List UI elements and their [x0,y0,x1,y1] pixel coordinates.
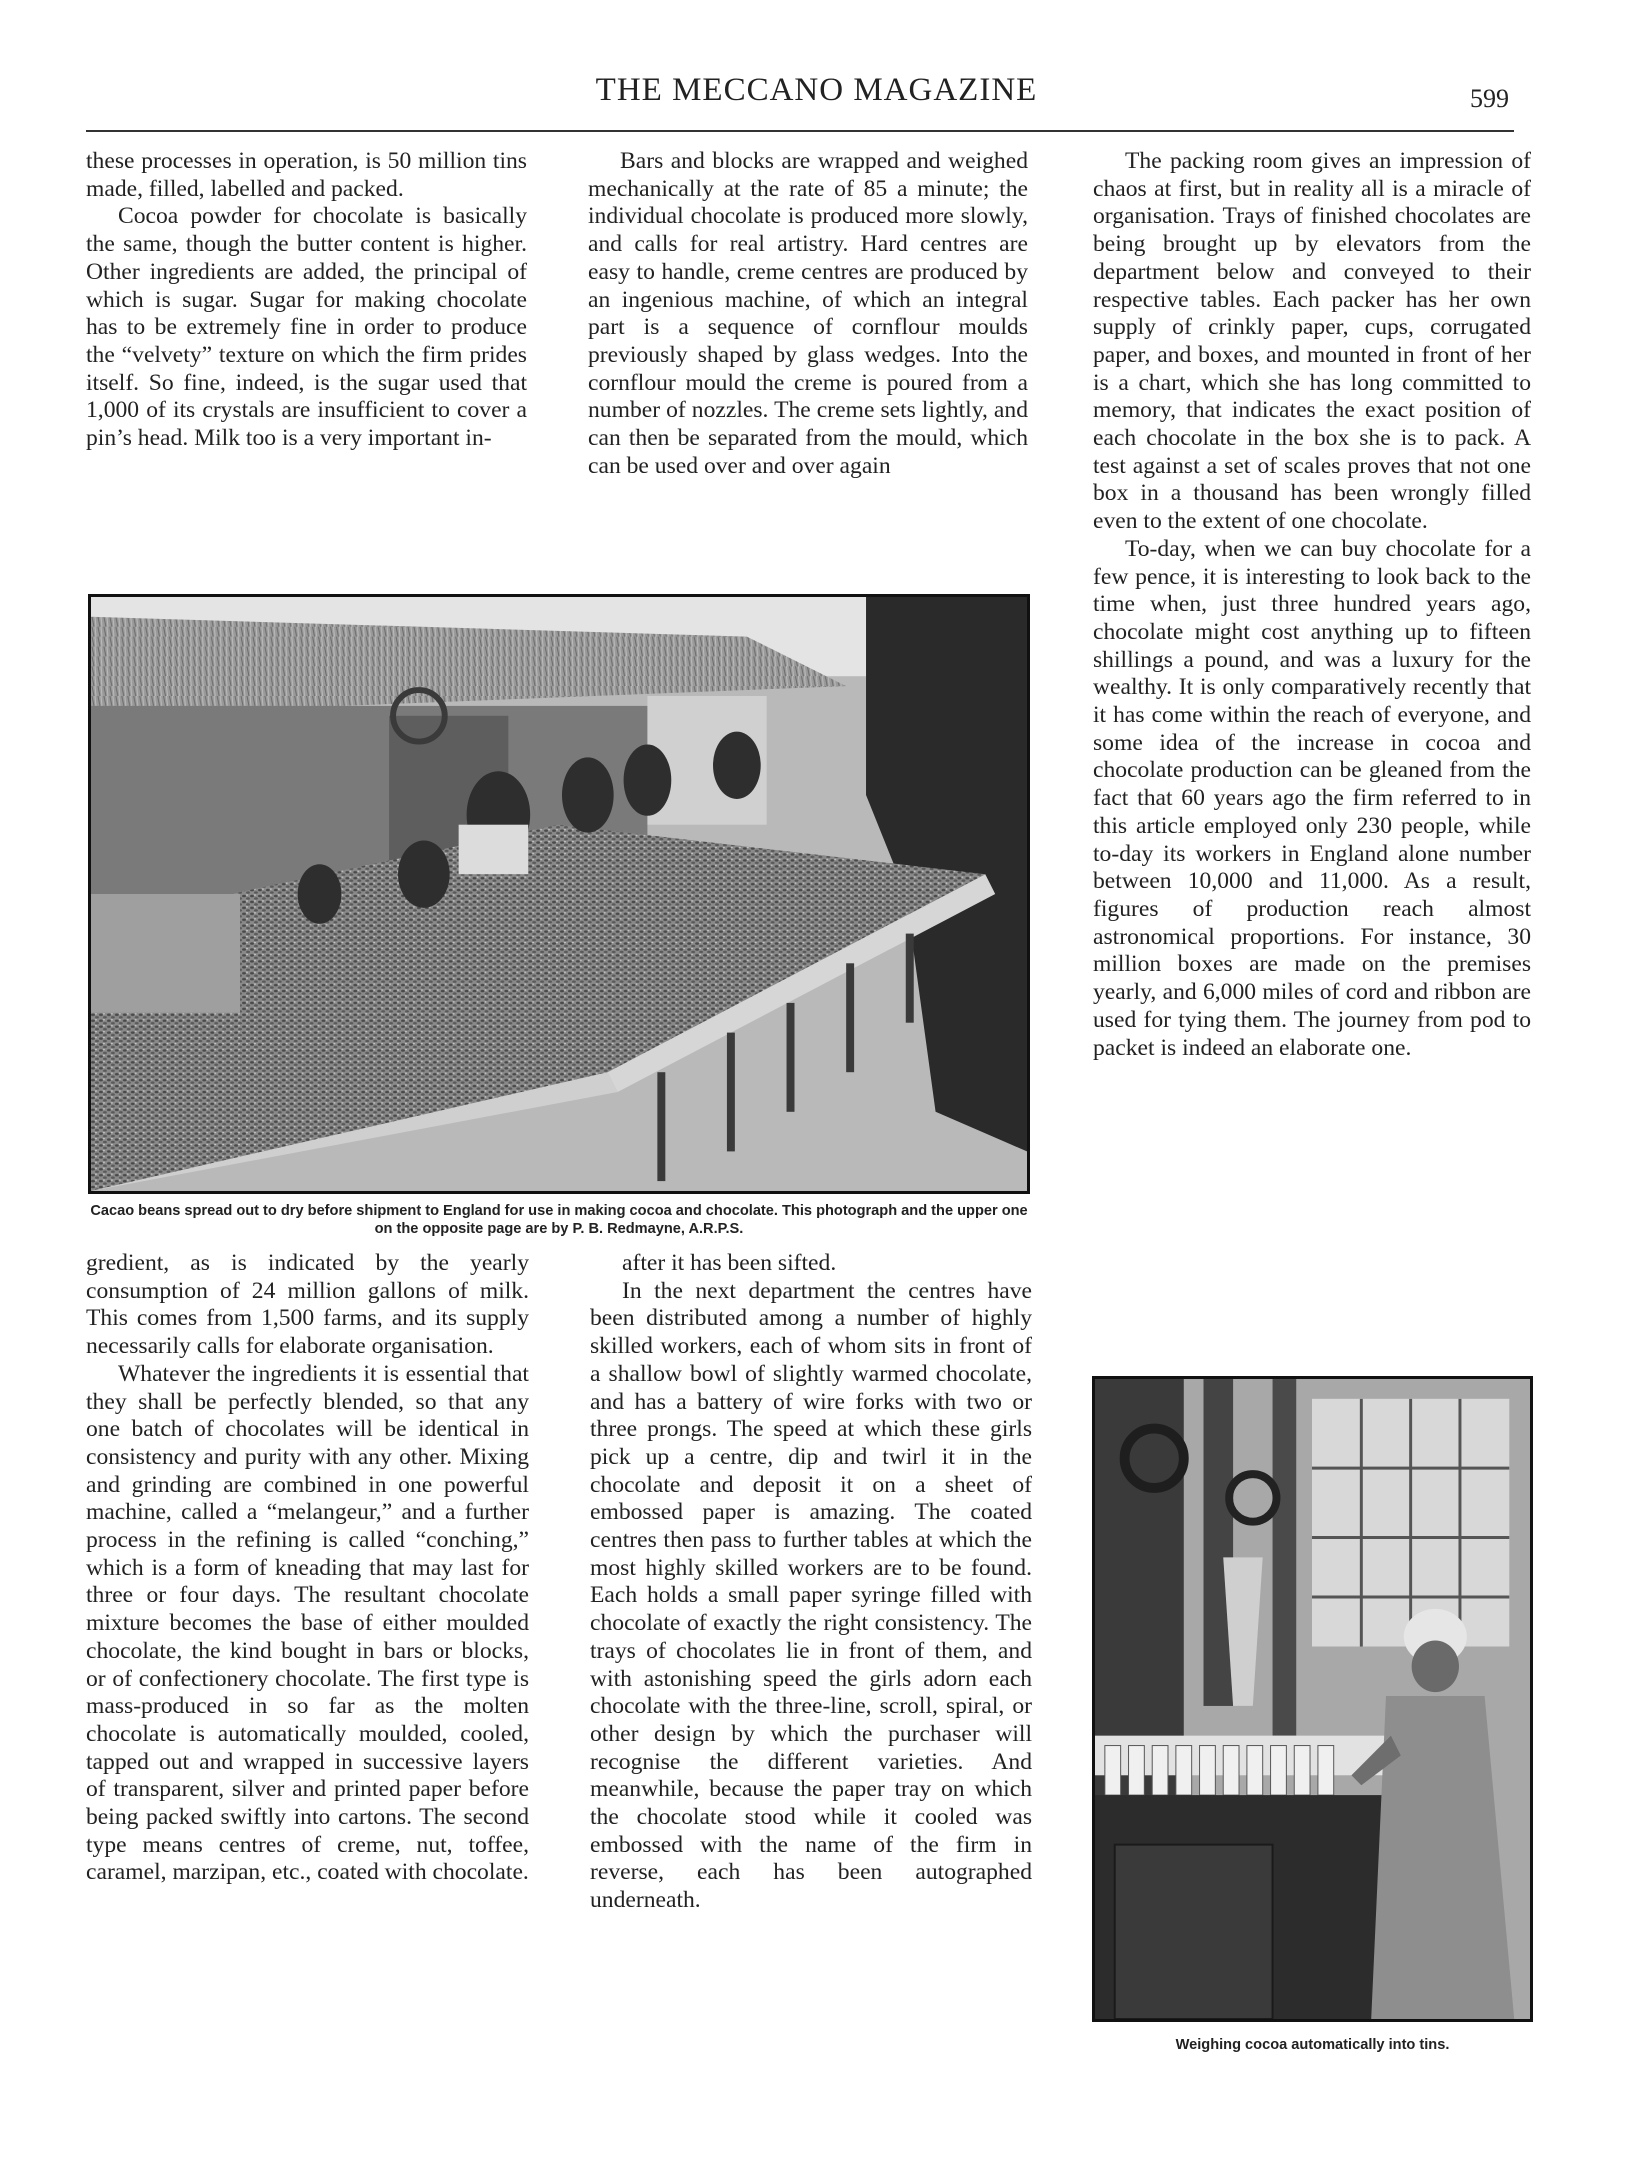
column-1-bottom [86,1250,529,1887]
page-number: 599 [1470,84,1509,113]
weighing-photo [1092,1376,1533,2022]
weighing-photo-caption: Weighing cocoa automatically into tins. [1175,2037,1450,2053]
paragraph: Cocoa powder for chocolate is basically the same, though the butter content is higher. Other ingredients are added, the principal of which is sugar. Sugar for making chocolate has to be extremely fine in order to produce the “velvety” texture on which the firm prides itself. So fine, indeed, is the sugar used that 1,000 of its crystals are insufficient to cover a pin’s head. Milk too is a very important in- [86,203,527,452]
cacao-photo-caption: Cacao beans spread out to dry before shipment to England for use in making cocoa and chocolate. This photograph and the upper one on the opposite page are by P. B. Redmayne, A.R.P.S. [90,1203,1028,1237]
column-2-bottom [590,1250,1032,1915]
page-title: THE MECCANO MAGAZINE [595,72,1038,108]
paragraph: To-day, when we can buy chocolate for a few pence, it is interesting to look back to the time when, just three hundred years ago, chocolate might cost anything up to fifteen shillings a pound, and was a luxury for the wealthy. It is only comparatively recently that it has come within the reach of everyone, and some idea of the increase in cocoa and chocolate production can be gleaned from the fact that 60 years ago the firm referred to in this article employed only 230 people, while to-day its workers in England alone number between 10,000 and 11,000. As a result, figures of production reach almost astronomical proportions. For instance, 30 million boxes are made on the premises yearly, and 6,000 miles of cord and ribbon are used for tying them. The journey from pod to packet is indeed an elaborate one. [1093,535,1531,1061]
paragraph: after it has been sifted. [622,1250,837,1276]
column-1-top [86,148,527,453]
paragraph: In the next department the centres have been distributed among a number of highly skilled workers, each of whom sits in front of a shallow bowl of slightly warmed chocolate, and has a battery of wire forks with two or three prongs. The speed at which these girls pick up a centre, dip and twirl it in the chocolate and deposit it on a sheet of embossed paper is amazing. The coated centres then pass to further tables at which the most highly skilled workers are to be found. Each holds a small paper syringe filled with chocolate of exactly the right consistency. The trays of chocolates lie in front of them, and with astonishing speed the girls adorn each chocolate with the three-line, scroll, spiral, or other design by which the purchaser will recognise the different varieties. And meanwhile, because the paper tray on which the chocolate stood while it cooled was embossed with the name of the firm in reverse, each has been autographed underneath. [590,1277,1032,1914]
paragraph: The packing room gives an impression of chaos at first, but in reality all is a miracle of organisation. Trays of finished chocolates are being brought up by elevators from the department below and conveyed to their respective tables. Each packer has her own supply of crinkly paper, cups, corrugated paper, and boxes, and mounted in front of her is a chart, which she has long committed to memory, that indicates the exact position of each chocolate in the box she is to pack. A test against a set of scales proves that not one box in a thousand has been wrongly filled even to the extent of one chocolate. [1093,148,1531,535]
column-2-top [588,148,1028,480]
paragraph: Whatever the ingredients it is essential that they shall be perfectly blended, so that any one batch of chocolates will be identical in consistency and purity with any other. Mixing and grinding are combined in one powerful machine, called a “melangeur,” and a further process in the refining is called “conching,” which is a form of kneading that may last for three or four days. The resultant chocolate mixture becomes the base of either moulded chocolate, the kind bought in bars or blocks, or of confectionery chocolate. The first type is mass-produced in so far as the molten chocolate is automatically moulded, cooled, tapped out and wrapped in successive layers of transparent, silver and printed paper before being packed swiftly into cartons. The second type means centres of creme, nut, toffee, caramel, marzipan, etc., coated with chocolate. [86,1360,529,1886]
paragraph: these processes in operation, is 50 million tins made, filled, labelled and packed. [86,148,527,202]
column-3 [1093,148,1531,1062]
paragraph: Bars and blocks are wrapped and weighed mechanically at the rate of 85 a minute; the individual chocolate is produced more slowly, and calls for real artistry. Hard centres are easy to handle, creme centres are produced by an ingenious machine, of which an integral part is a sequence of cornflour moulds previously shaped by glass wedges. Into the cornflour mould the creme is poured from a number of nozzles. The creme sets lightly, and can then be separated from the mould, which can be used over and over again [588,148,1028,479]
paragraph: gredient, as is indicated by the yearly consumption of 24 million gallons of milk. This comes from 1,500 farms, and its supply necessarily calls for elaborate organisation. [86,1250,529,1360]
header-rule [86,130,1514,132]
cacao-photo [88,594,1030,1194]
